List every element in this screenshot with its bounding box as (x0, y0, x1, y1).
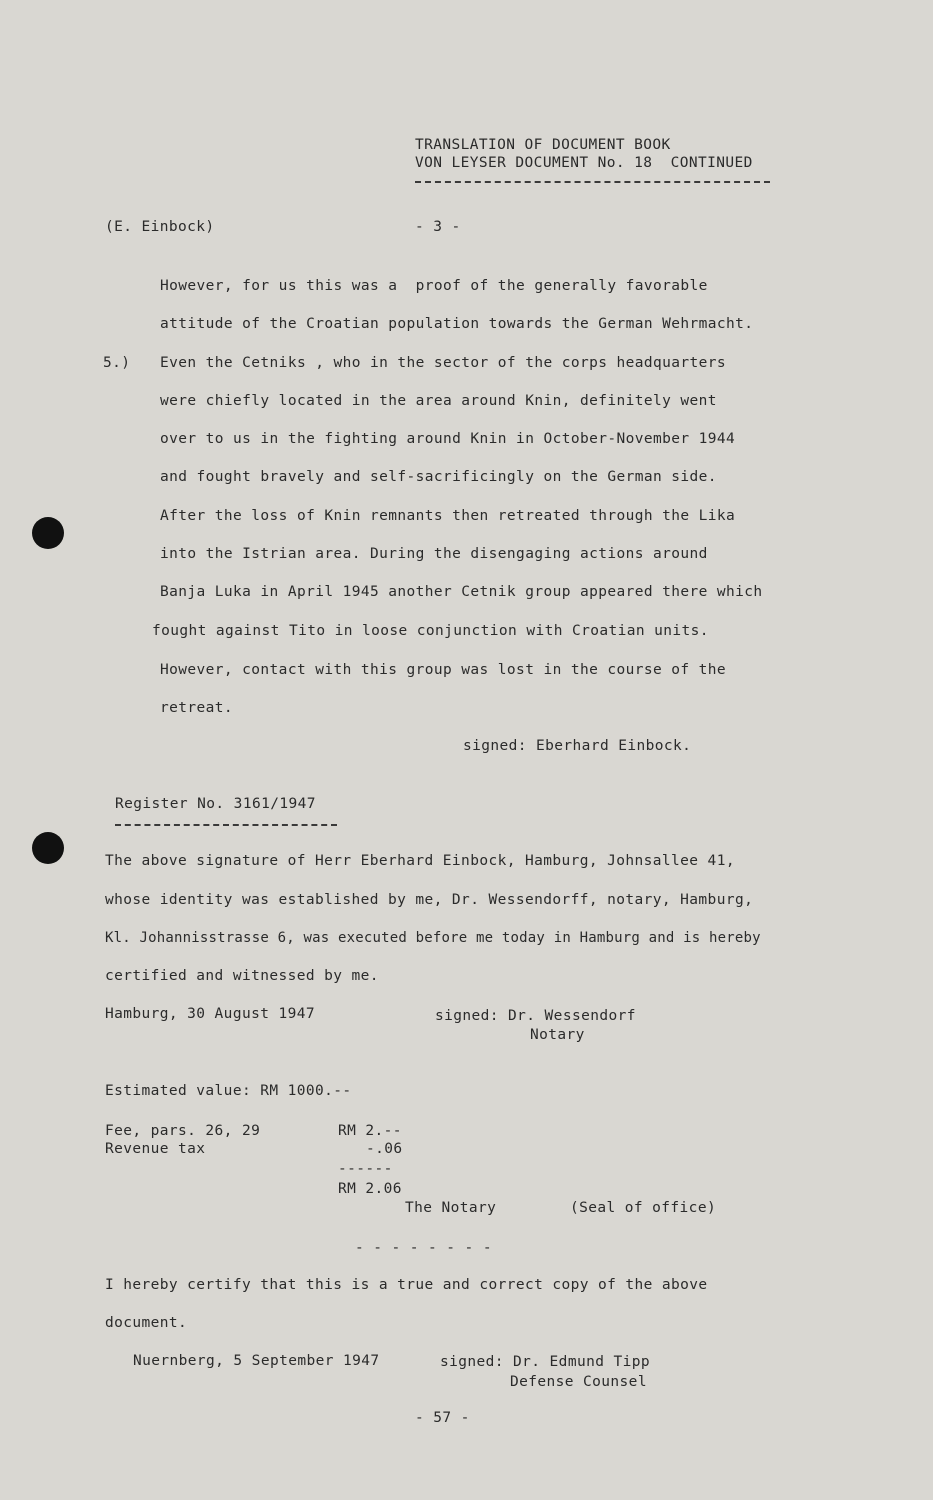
body-line: Even the Cetniks , who in the sector of the corps headquarters (160, 355, 727, 371)
notary-label: The Notary (405, 1200, 497, 1216)
fee-label: Fee, pars. 26, 29 (105, 1123, 261, 1139)
certification-line: The above signature of Herr Eberhard Einbock, Hamburg, Johnsallee 41, (105, 853, 735, 869)
page-number: - 57 - (415, 1410, 470, 1426)
punch-hole (32, 832, 64, 864)
body-line: over to us in the fighting around Knin in October-November 1944 (160, 431, 736, 447)
body-line: retreat. (160, 700, 234, 716)
body-line: attitude of the Croatian population towards the German Wehrmacht. (160, 316, 754, 332)
seal-of-office: (Seal of office) (570, 1200, 717, 1216)
paragraph-number: 5.) (103, 355, 131, 371)
body-line: fought against Tito in loose conjunction with Croatian units. (152, 623, 709, 639)
body-line: Banja Luka in April 1945 another Cetnik group appeared there which (160, 584, 763, 600)
header-rule (415, 181, 770, 183)
counsel-role: Defense Counsel (510, 1374, 647, 1390)
body-line: and fought bravely and self-sacrificingly on the German side. (160, 469, 717, 485)
certification-line: Kl. Johannisstrasse 6, was executed before me today in Hamburg and is hereby (105, 930, 761, 946)
counsel-signature: signed: Dr. Edmund Tipp (440, 1354, 650, 1370)
register-rule (115, 824, 337, 826)
final-place-date: Nuernberg, 5 September 1947 (133, 1353, 380, 1369)
body-line: were chiefly located in the area around Knin, definitely went (160, 393, 717, 409)
header-line-1: TRANSLATION OF DOCUMENT BOOK (415, 137, 671, 153)
fee-separator: ------ (338, 1161, 393, 1177)
final-certification-line: I hereby certify that this is a true and correct copy of the above (105, 1277, 708, 1293)
header-line-2: VON LEYSER DOCUMENT No. 18 CONTINUED (415, 155, 753, 171)
author-reference: (E. Einbock) (105, 219, 215, 235)
body-line: After the loss of Knin remnants then retreated through the Lika (160, 508, 736, 524)
body-line: into the Istrian area. During the disengaging actions around (160, 546, 708, 562)
section-divider: - - - - - - - - (355, 1240, 492, 1256)
page-marker: - 3 - (415, 219, 461, 235)
fee-total: RM 2.06 (338, 1181, 402, 1197)
tax-label: Revenue tax (105, 1141, 206, 1157)
estimated-value: Estimated value: RM 1000.-- (105, 1083, 352, 1099)
certification-line: whose identity was established by me, Dr. Wessendorff, notary, Hamburg, (105, 892, 754, 908)
body-line: However, contact with this group was lost in the course of the (160, 662, 727, 678)
certification-line: certified and witnessed by me. (105, 968, 379, 984)
body-line: However, for us this was a proof of the generally favorable (160, 278, 708, 294)
final-certification-line: document. (105, 1315, 188, 1331)
tax-value: -.06 (366, 1141, 403, 1157)
notary-signature: signed: Dr. Wessendorf (435, 1008, 636, 1024)
punch-hole (32, 517, 64, 549)
notary-place-date: Hamburg, 30 August 1947 (105, 1006, 315, 1022)
signature-einbock: signed: Eberhard Einbock. (463, 738, 692, 754)
fee-value: RM 2.-- (338, 1123, 402, 1139)
notary-title: Notary (530, 1027, 585, 1043)
register-number: Register No. 3161/1947 (115, 796, 316, 812)
